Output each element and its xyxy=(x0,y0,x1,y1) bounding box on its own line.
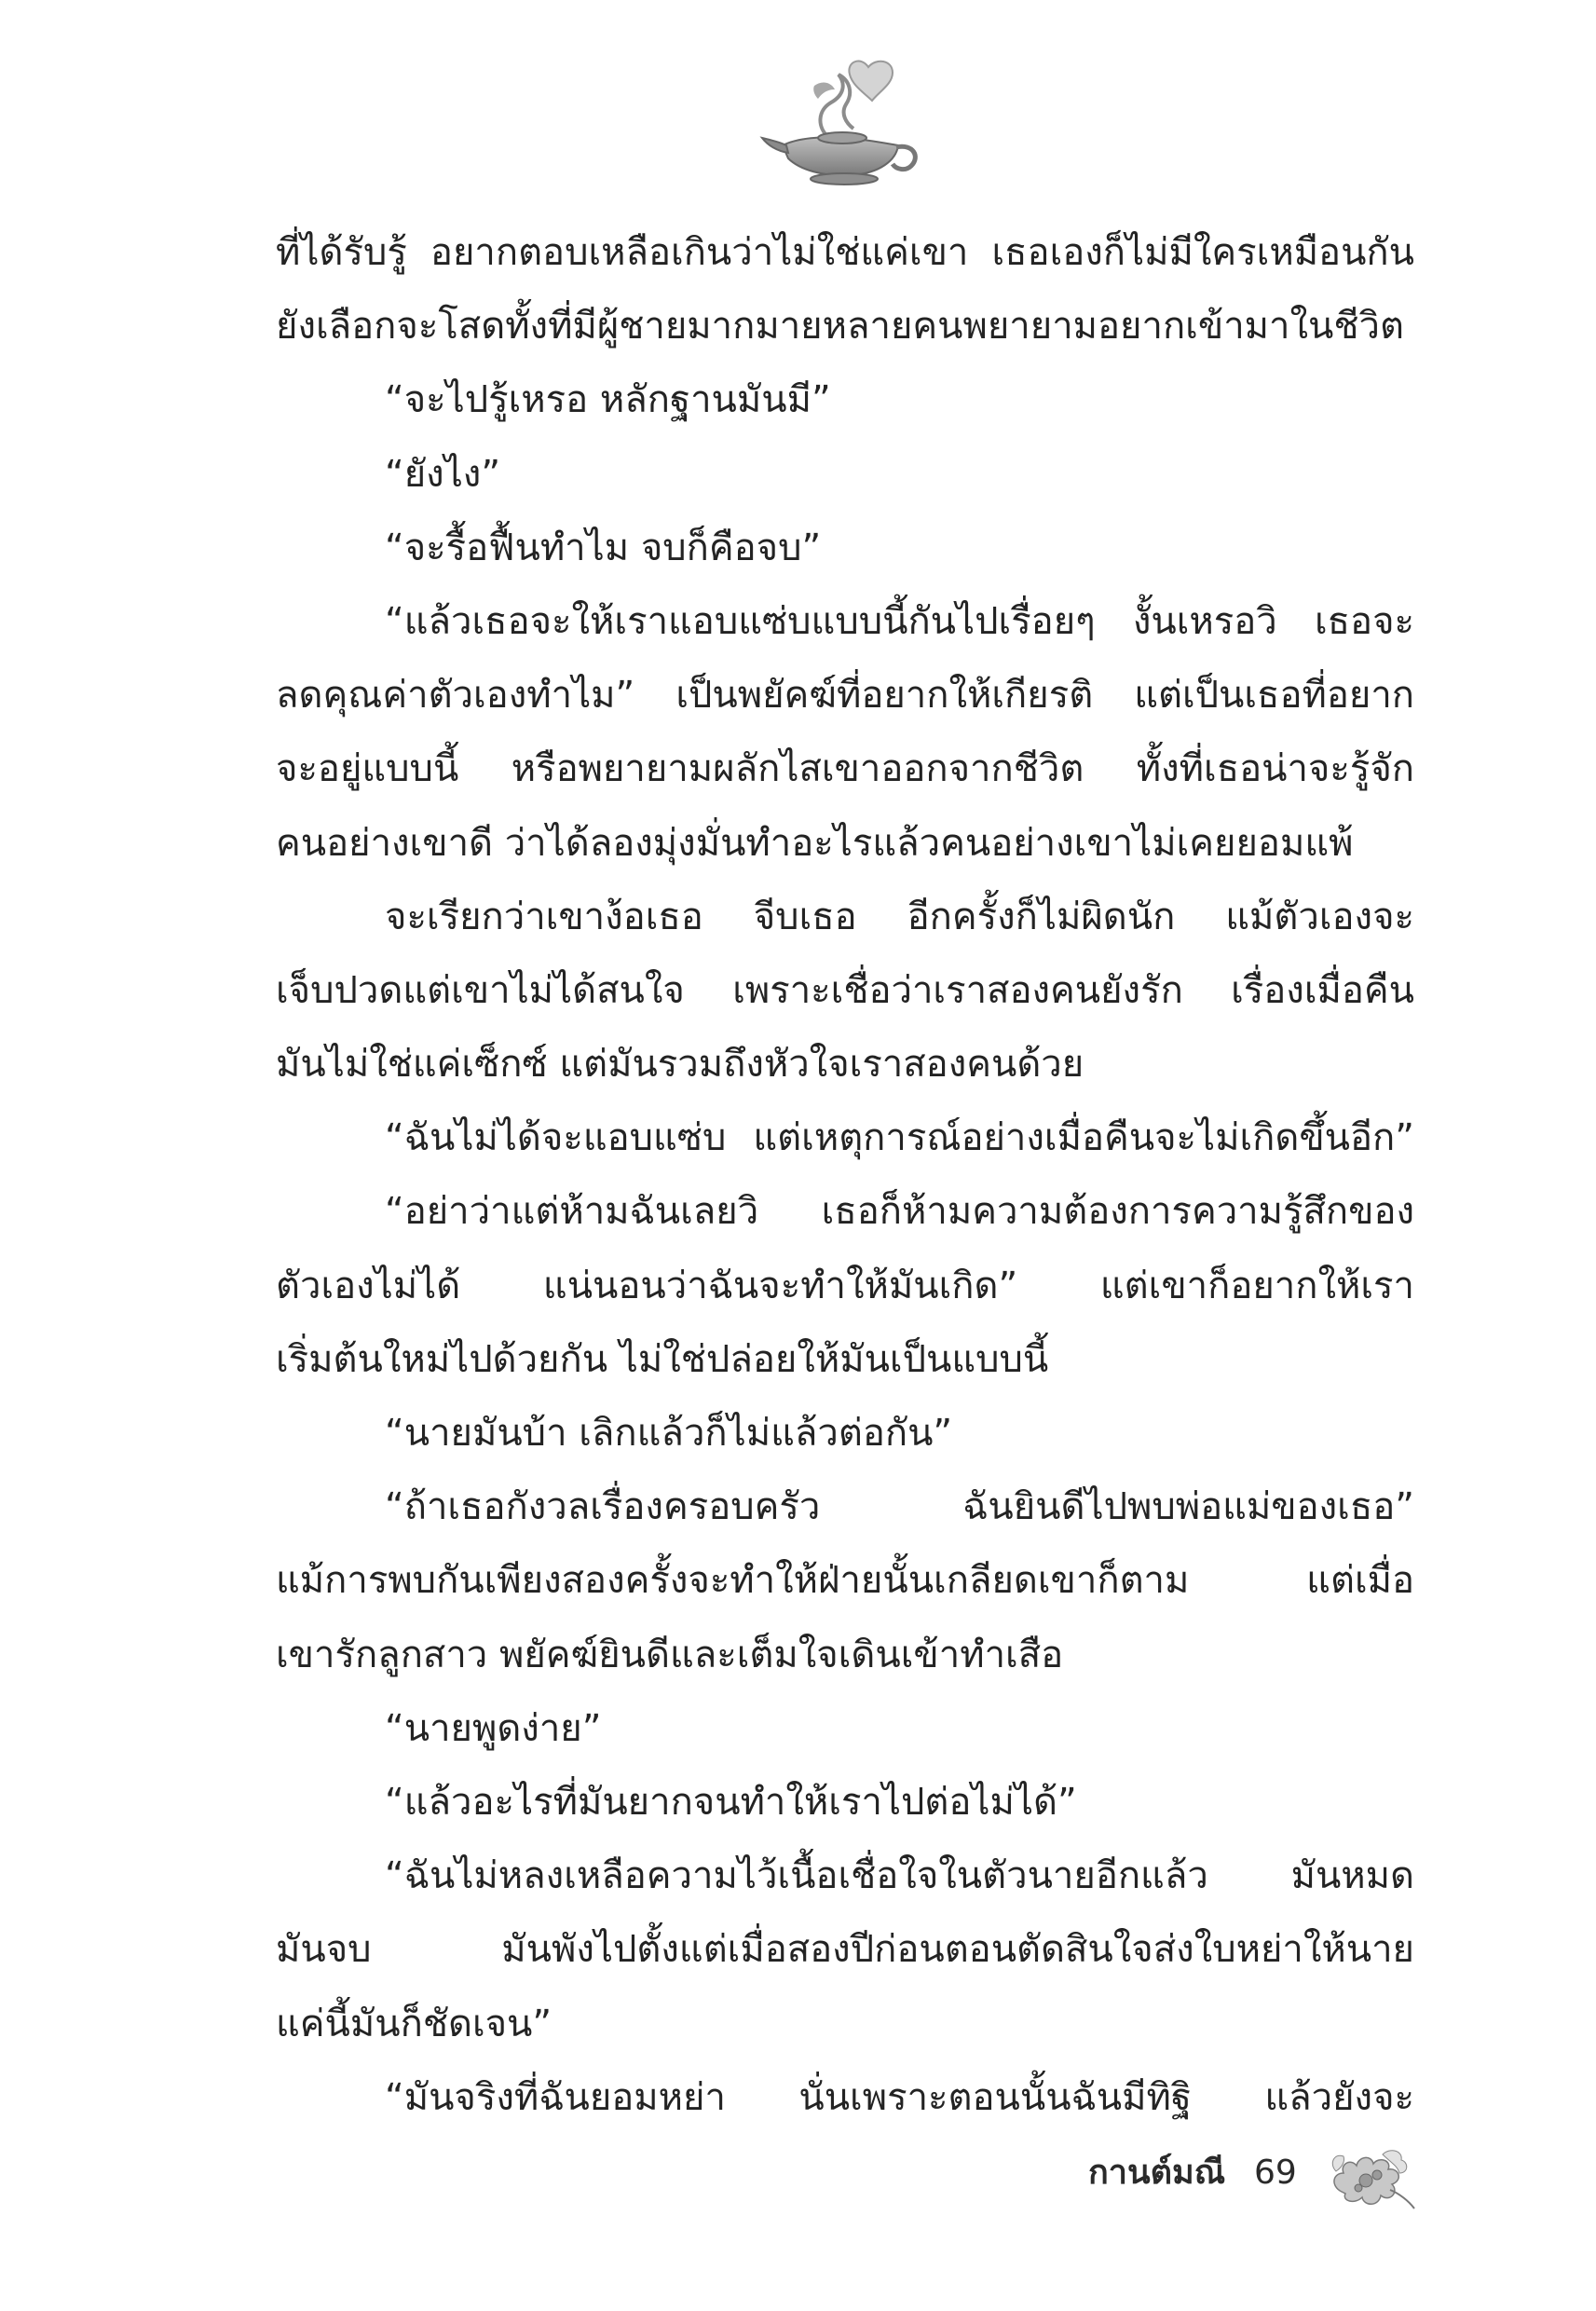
text-line: ยังเลือกจะโสดทั้งที่มีผู้ชายมากมายหลายคนพยายามอยากเข้ามาในชีวิต xyxy=(276,305,1404,349)
text-line: “นายมันบ้า เลิกแล้วก็ไม่แล้วต่อกัน” xyxy=(385,1412,953,1455)
text-line: “อย่าว่าแต่ห้ามฉันเลยวิ เธอก็ห้ามความต้องการความรู้สึกของ xyxy=(385,1190,1414,1234)
flower-icon xyxy=(1325,2136,1418,2212)
text-line: เริ่มต้นใหม่ไปด้วยกัน ไม่ใช่ปล่อยให้มันเป็นแบบนี้ xyxy=(276,1337,1049,1381)
text-line: “ถ้าเธอกังวลเรื่องครอบครัว ฉันยินดีไปพบพ่อแม่ของเธอ” xyxy=(385,1485,1414,1529)
text-line: “ฉันไม่ได้จะแอบแซ่บ แต่เหตุการณ์อย่างเมื่อคืนจะไม่เกิดขึ้นอีก” xyxy=(385,1116,1414,1160)
book-title: กานต์มณี xyxy=(1088,2154,1226,2192)
genie-lamp-icon xyxy=(757,48,924,188)
page-number: 69 xyxy=(1254,2154,1297,2192)
text-line: “มันจริงที่ฉันยอมหย่า นั่นเพราะตอนนั้นฉันมีทิฐิ แล้วยังจะ xyxy=(385,2075,1414,2119)
text-line: “แล้วอะไรที่มันยากจนทำให้เราไปต่อไม่ได้” xyxy=(385,1780,1077,1824)
text-line: ตัวเองไม่ได้ แน่นอนว่าฉันจะทำให้มันเกิด” แต่เขาก็อยากให้เรา xyxy=(276,1264,1414,1307)
text-line: จะเรียกว่าเขาง้อเธอ จีบเธอ อีกครั้งก็ไม่ผิดนัก แม้ตัวเองจะ xyxy=(385,895,1414,938)
text-line: เจ็บปวดแต่เขาไม่ได้สนใจ เพราะเชื่อว่าเราสองคนยังรัก เรื่องเมื่อคืน xyxy=(276,968,1414,1012)
text-line: “แล้วเธอจะให้เราแอบแซ่บแบบนี้กันไปเรื่อยๆ งั้นเหรอวิ เธอจะ xyxy=(385,599,1414,643)
text-line: มันจบ มันพังไปตั้งแต่เมื่อสองปีก่อนตอนตัดสินใจส่งใบหย่าให้นาย xyxy=(276,1928,1414,1972)
text-line: ลดคุณค่าตัวเองทำไม” เป็นพยัคฆ์ที่อยากให้เกียรติ แต่เป็นเธอที่อยาก xyxy=(276,674,1414,718)
text-line: “ฉันไม่หลงเหลือความไว้เนื้อเชื่อใจในตัวนายอีกแล้ว มันหมด xyxy=(385,1854,1414,1898)
text-line: “นายพูดง่าย” xyxy=(385,1706,602,1750)
text-line: ที่ได้รับรู้ อยากตอบเหลือเกินว่าไม่ใช่แค่เขา เธอเองก็ไม่มีใครเหมือนกัน xyxy=(276,231,1414,274)
text-line: แม้การพบกันเพียงสองครั้งจะทำให้ฝ่ายนั้นเกลียดเขาก็ตาม แต่เมื่อ xyxy=(276,1559,1414,1603)
text-line: มันไม่ใช่แค่เซ็กซ์ แต่มันรวมถึงหัวใจเราสองคนด้วย xyxy=(276,1043,1084,1087)
text-line: คนอย่างเขาดี ว่าได้ลองมุ่งมั่นทำอะไรแล้วคนอย่างเขาไม่เคยยอมแพ้ xyxy=(276,821,1354,865)
text-line: แค่นี้มันก็ชัดเจน” xyxy=(276,2002,552,2045)
text-line: “ยังไง” xyxy=(385,452,501,496)
text-line: จะอยู่แบบนี้ หรือพยายามผลักไสเขาออกจากชีวิต ทั้งที่เธอน่าจะรู้จัก xyxy=(276,747,1414,791)
text-line: “จะรื้อฟื้นทำไม จบก็คือจบ” xyxy=(385,526,822,569)
text-line: “จะไปรู้เหรอ หลักฐานมันมี” xyxy=(385,378,831,422)
body-text xyxy=(276,216,1414,2135)
page-footer xyxy=(1081,2136,1453,2220)
text-line: เขารักลูกสาว พยัคฆ์ยินดีและเต็มใจเดินเข้าทำเสือ xyxy=(276,1633,1064,1676)
